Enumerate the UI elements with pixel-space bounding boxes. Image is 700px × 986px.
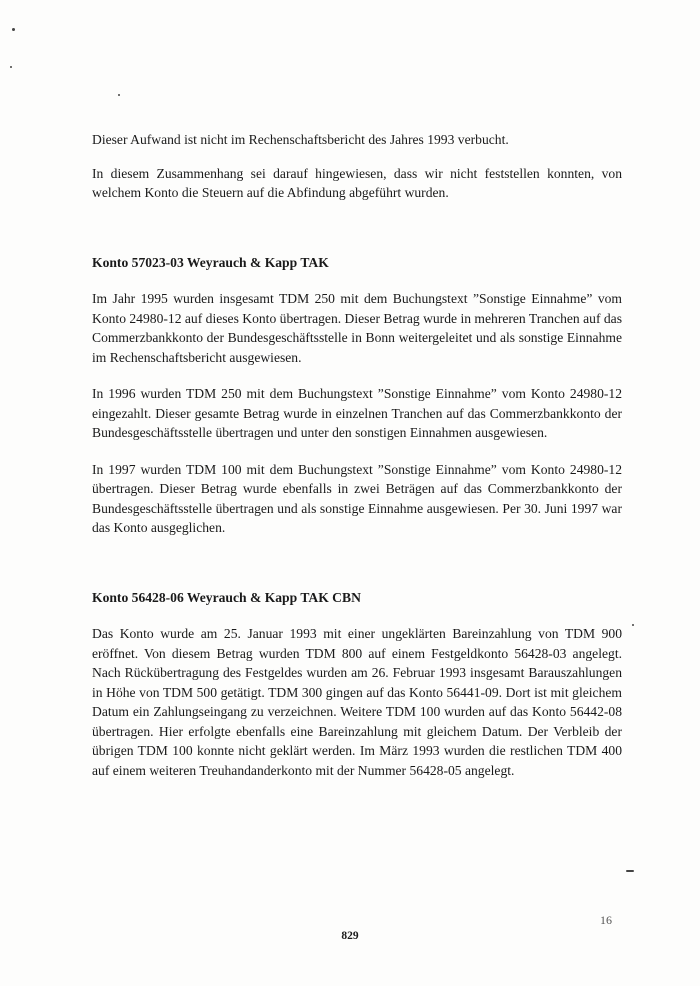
paragraph-steuern: In diesem Zusammenhang sei darauf hingewiesen, dass wir nicht feststellen konnten, von welchem Konto die Steuern auf die Abfindung abgeführt wurden.	[92, 165, 622, 200]
section-heading-57023-03: Konto 57023-03 Weyrauch & Kapp TAK	[92, 254, 329, 270]
paragraph-1997: In 1997 wurden TDM 100 mit dem Buchungstext ”Sonstige Einnahme” vom Konto 24980-12 übertragen. Dieser Betrag wurde ebenfalls in zwei Beträgen auf das Commerzbankkonto der Bundesgeschäftsstelle übertragen und als sonstige Einnahme ausgewiesen. Per 30. Juni 1997 war das Konto ausgeglichen.	[92, 461, 622, 535]
paragraph-1995: Im Jahr 1995 wurden insgesamt TDM 250 mit dem Buchungstext ”Sonstige Einnahme” vom Konto 24980-12 auf dieses Konto übertragen. Dieser Betrag wurde in mehreren Tranchen auf das Commerzbankkonto der Bundesgeschäftsstelle in Bonn weitergeleitet und als sonstige Einnahme im Rechenschaftsbericht ausgewiesen.	[92, 291, 623, 365]
paragraph-aufwand: Dieser Aufwand ist nicht im Rechenschaftsbericht des Jahres 1993 verbucht.	[92, 132, 509, 147]
paragraph-1996: In 1996 wurden TDM 250 mit dem Buchungstext ”Sonstige Einnahme” vom Konto 24980-12 eingezahlt. Dieser gesamte Betrag wurde in einzelnen Tranchen auf das Commerzbankkonto der Bundesgeschäftsstelle übertragen und unter den sonstigen Einnahmen ausgewiesen.	[92, 386, 622, 440]
scan-speck	[10, 66, 12, 68]
scan-speck	[12, 28, 15, 31]
paragraph-konto-56428-06: Das Konto wurde am 25. Januar 1993 mit einer ungeklärten Bareinzahlung von TDM 900 eröffnet. Von diesem Betrag wurden TDM 800 auf einem Festgeldkonto 56428-03 angelegt. Nach Rückübertragung des Festgeldes wurden am 26. Februar 1993 insgesamt Barauszahlungen in Höhe von TDM 500 getätigt. TDM 300 gingen auf das Konto 56441-09. Dort ist mit gleichem Datum ein Zahlungseingang zu verzeichnen. Weitere TDM 100 wurden auf das Konto 56442-08 übertragen. Hier erfolgte ebenfalls eine Bareinzahlung mit gleichem Datum. Der Verbleib der übrigen TDM 100 konnte nicht geklärt werden. Im März 1993 wurden die restlichen TDM 400 auf einem weiteren Treuhandanderkonto mit der Nummer 56428-05 angelegt.	[92, 626, 622, 778]
section-heading-56428-06: Konto 56428-06 Weyrauch & Kapp TAK CBN	[92, 589, 361, 605]
document-body	[92, 130, 622, 780]
scan-speck	[632, 624, 634, 626]
scan-speck	[626, 870, 634, 872]
page-number: 829	[341, 930, 359, 942]
scan-speck	[118, 94, 120, 96]
corner-number: 16	[600, 913, 612, 927]
